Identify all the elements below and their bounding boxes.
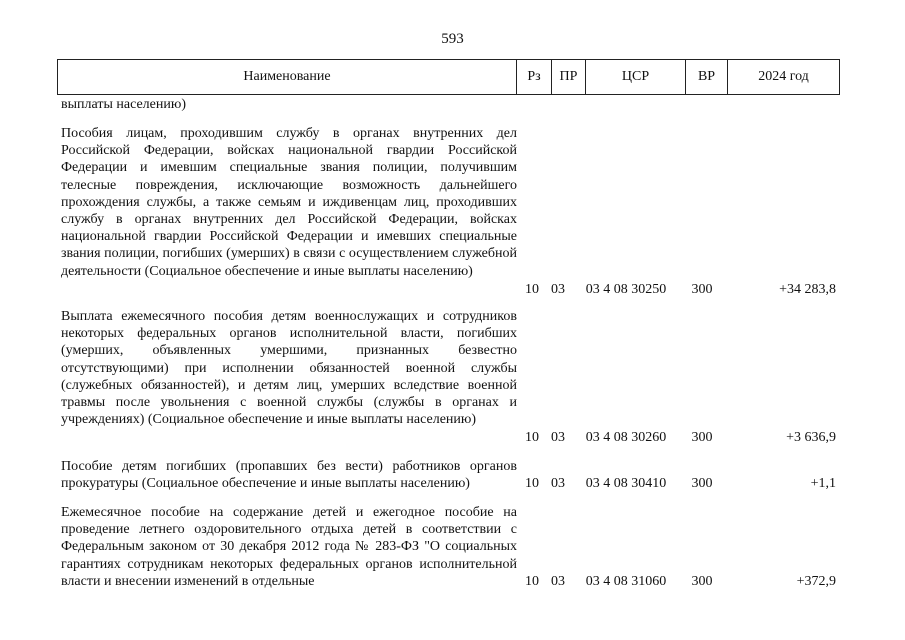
row-name: Пособие детям погибших (пропавших без вести) работников органов прокуратуры (Социальное обеспечение и иные выплаты населению) [61,459,517,492]
continuation-text: выплаты населению) [61,97,186,112]
row-vr: 300 [691,574,713,589]
header-rz: Рз [517,60,552,95]
row-name: Ежемесячное пособие на содержание детей и ежегодное пособие на проведение летнего оздоровительного отдыха детей в соответствии с Федеральным законом от 30 декабря 2012 года № 283-ФЗ "О социальных гарантиях сотрудникам некоторых федеральных органов исполнительной власти и внесении изменений в отдельные [61,505,517,589]
page-number: 593 [441,31,464,47]
header-vr: ВР [686,60,728,95]
row-pr: 03 [551,574,565,589]
header-csr: ЦСР [586,60,686,95]
row-value: +34 283,8 [779,282,836,297]
row-vr: 300 [691,430,713,445]
row-name: Выплата ежемесячного пособия детям военнослужащих и сотрудников некоторых федеральных органов исполнительной власти, погибших (умерших, объявленных умершими, признанных безвестно отсутствующими) при исполнении обязанностей военной службы (служебных обязанностей), и детям лиц, умерших вследствие военной травмы после увольнения с военной службы (службы в органах и учреждениях) (Социальное обеспечение и иные выплаты населению) [61,309,517,428]
row-value: +1,1 [810,476,836,491]
row-pr: 03 [551,430,565,445]
row-name: Пособия лицам, проходившим службу в органах внутренних дел Российской Федерации, войсках национальной гвардии Российской Федерации и имевшим специальные звания полиции, получившим телесные повреждения, исключающие возможность дальнейшего прохождения службы, а также семьям и иждивенцам лиц, проходивших службу в органах внутренних дел Российской Федерации, войсках национальной гвардии Российской Федерации и имевших специальные звания полиции, погибших (умерших) в связи с осуществлением служебной деятельности (Социальное обеспечение и иные выплаты населению) [61,126,517,279]
row-csr: 03 4 08 31060 [585,574,667,589]
header-year: 2024 год [728,60,840,95]
row-pr: 03 [551,476,565,491]
row-rz: 10 [525,476,539,491]
row-csr: 03 4 08 30250 [585,282,667,297]
row-value: +372,9 [796,574,836,589]
row-vr: 300 [691,282,713,297]
row-pr: 03 [551,282,565,297]
row-vr: 300 [691,476,713,491]
row-rz: 10 [525,282,539,297]
row-value: +3 636,9 [786,430,836,445]
row-rz: 10 [525,430,539,445]
table-header [57,59,840,95]
row-rz: 10 [525,574,539,589]
header-pr: ПР [552,60,586,95]
row-csr: 03 4 08 30410 [585,476,667,491]
header-name: Наименование [58,60,517,95]
row-csr: 03 4 08 30260 [585,430,667,445]
